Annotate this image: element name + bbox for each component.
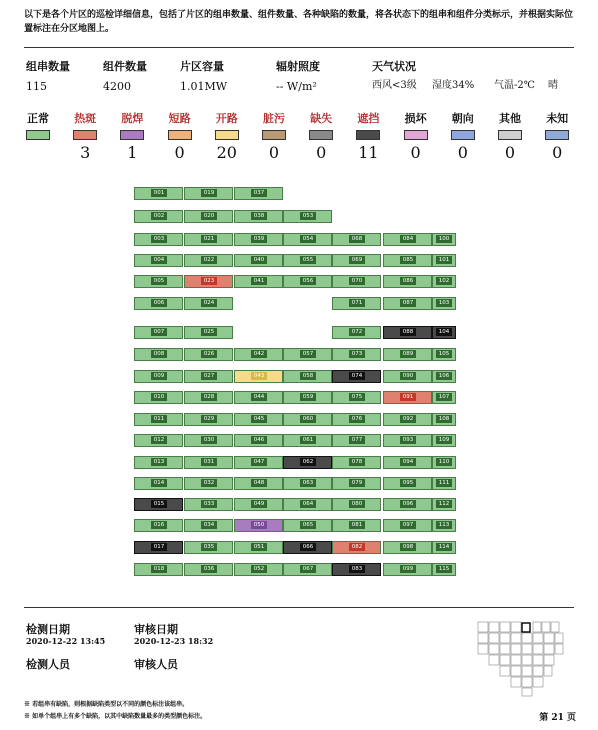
string-cell[interactable] [332,370,381,383]
string-cell[interactable] [134,391,183,404]
string-label: 077 [349,436,365,444]
string-count-value: 115 [26,80,47,93]
string-label: 028 [201,393,217,401]
string-label: 076 [349,415,365,423]
string-label: 075 [349,393,365,401]
string-cell[interactable] [184,275,233,288]
string-label: 024 [201,299,217,307]
string-label: 073 [349,350,365,358]
string-label: 092 [400,415,416,423]
string-label: 081 [349,521,365,529]
string-cell[interactable] [134,456,183,469]
string-label: 106 [436,372,452,380]
string-cell[interactable] [184,326,233,339]
string-label: 046 [251,436,267,444]
string-label: 085 [400,256,416,264]
string-cell[interactable] [432,413,456,426]
string-label: 055 [300,256,316,264]
string-label: 096 [400,500,416,508]
note-2: ※ 如单个组串上有多个缺陷，以其中缺陷数量最多的类型颜色标注。 [24,713,207,720]
string-label: 035 [201,543,217,551]
string-label: 031 [201,458,217,466]
string-cell[interactable] [234,413,283,426]
string-label: 020 [201,212,217,220]
divider [24,607,574,608]
legend-label: 未知 [546,112,569,125]
legend-label: 开路 [215,112,238,125]
string-label: 063 [300,479,316,487]
string-label: 009 [151,372,167,380]
string-cell[interactable] [383,563,432,576]
string-cell[interactable] [383,254,432,267]
weather-label: 天气状况 [372,60,416,73]
string-label: 094 [400,458,416,466]
string-label: 003 [151,235,167,243]
string-cell[interactable] [234,519,283,532]
humidity-value: 湿度34% [432,80,475,91]
string-cell[interactable] [383,326,432,339]
string-cell[interactable] [332,498,381,511]
string-label: 004 [151,256,167,264]
string-label: 104 [436,328,452,336]
string-label: 023 [201,277,217,285]
string-label: 110 [436,458,452,466]
string-label: 060 [300,415,316,423]
string-cell[interactable] [383,233,432,246]
string-cell[interactable] [234,370,283,383]
string-label: 064 [300,500,316,508]
inspect-date-value: 2020-12-22 13:45 [26,636,106,646]
string-label: 059 [300,393,316,401]
string-cell[interactable] [432,498,456,511]
inspect-date-label: 检测日期 [26,623,70,636]
string-cell[interactable] [234,210,283,223]
string-label: 099 [400,565,416,573]
string-label: 008 [151,350,167,358]
string-cell[interactable] [134,541,183,554]
string-cell[interactable] [234,498,283,511]
string-label: 091 [400,393,416,401]
legend-label: 缺失 [310,112,333,125]
string-label: 006 [151,299,167,307]
string-label: 074 [349,372,365,380]
string-label: 019 [201,189,217,197]
string-cell[interactable] [234,456,283,469]
module-count-value: 4200 [103,80,131,93]
string-cell[interactable] [184,233,233,246]
string-cell[interactable] [383,434,432,447]
string-cell[interactable] [184,413,233,426]
string-cell[interactable] [283,541,332,554]
string-label: 021 [201,235,217,243]
string-label: 027 [201,372,217,380]
string-cell[interactable] [234,541,283,554]
string-cell[interactable] [283,370,332,383]
legend-count: 11 [358,143,379,162]
string-cell[interactable] [332,297,381,310]
irradiance-value: -- W/m² [276,80,317,93]
irradiance-label: 辐射照度 [276,60,320,73]
legend-label: 短路 [168,112,191,125]
string-label: 053 [300,212,316,220]
string-label: 098 [400,543,416,551]
string-label: 103 [436,299,452,307]
string-cell[interactable] [283,456,332,469]
string-cell[interactable] [134,297,183,310]
string-cell[interactable] [234,275,283,288]
string-label: 087 [400,299,416,307]
string-cell[interactable] [184,370,233,383]
string-cell[interactable] [332,541,381,554]
string-cell[interactable] [432,541,456,554]
string-label: 040 [251,256,267,264]
string-label: 022 [201,256,217,264]
string-label: 065 [300,521,316,529]
string-cell[interactable] [184,254,233,267]
string-cell[interactable] [134,233,183,246]
reviewer-label: 审核人员 [134,658,178,671]
string-label: 109 [436,436,452,444]
string-cell[interactable] [383,456,432,469]
string-label: 067 [300,565,316,573]
string-cell[interactable] [332,348,381,361]
string-label: 108 [436,415,452,423]
legend-count: 0 [410,143,421,162]
string-cell[interactable] [184,210,233,223]
string-label: 045 [251,415,267,423]
string-label: 079 [349,479,365,487]
string-cell[interactable] [134,519,183,532]
legend-label: 正常 [27,112,49,125]
string-cell[interactable] [283,498,332,511]
string-cell[interactable] [184,541,233,554]
string-label: 048 [251,479,267,487]
string-label: 007 [151,328,167,336]
string-cell[interactable] [283,563,332,576]
string-label: 017 [151,543,167,551]
string-cell[interactable] [383,413,432,426]
string-cell[interactable] [332,456,381,469]
review-date-value: 2020-12-23 18:32 [134,636,214,646]
string-cell[interactable] [134,348,183,361]
string-cell[interactable] [134,326,183,339]
string-cell[interactable] [184,434,233,447]
string-cell[interactable] [184,519,233,532]
string-label: 002 [151,212,167,220]
string-cell[interactable] [332,275,381,288]
capacity-label: 片区容量 [180,60,224,73]
string-label: 097 [400,521,416,529]
string-label: 070 [349,277,365,285]
string-cell[interactable] [332,326,381,339]
string-cell[interactable] [134,254,183,267]
string-label: 025 [201,328,217,336]
string-label: 082 [349,543,365,551]
module-count-label: 组件数量 [103,60,147,73]
string-cell[interactable] [432,519,456,532]
legend-label: 损坏 [404,112,427,125]
legend-count: 1 [127,143,138,162]
string-cell[interactable] [184,348,233,361]
string-label: 115 [436,565,452,573]
string-label: 010 [151,393,167,401]
string-label: 114 [436,543,452,551]
string-label: 107 [436,393,452,401]
string-count-label: 组串数量 [26,60,70,73]
string-cell[interactable] [432,254,456,267]
string-label: 016 [151,521,167,529]
string-label: 090 [400,372,416,380]
string-label: 033 [201,500,217,508]
intro-text: 以下是各个片区的巡检详细信息，包括了片区的组串数量、组件数量、各种缺陷的数量，将各状态下的组串和组件分类标示，并根据实际位置标注在分区地图上。 [24,10,574,34]
string-cell[interactable] [332,434,381,447]
string-cell[interactable] [332,477,381,490]
string-cell[interactable] [432,326,456,339]
string-label: 026 [201,350,217,358]
string-cell[interactable] [134,187,183,200]
temperature-value: 气温-2℃ [494,80,535,91]
inspector-label: 检测人员 [26,658,70,671]
string-label: 011 [151,415,167,423]
sky-value: 晴 [548,80,558,91]
legend-count: 0 [268,143,280,162]
string-label: 001 [151,189,167,197]
string-cell[interactable] [184,477,233,490]
string-cell[interactable] [383,541,432,554]
string-cell[interactable] [134,210,183,223]
string-label: 037 [251,189,267,197]
string-label: 049 [251,500,267,508]
string-label: 030 [201,436,217,444]
string-cell[interactable] [332,413,381,426]
zone-minimap [474,618,566,698]
string-label: 100 [436,235,452,243]
string-cell[interactable] [432,563,456,576]
string-cell[interactable] [332,563,381,576]
string-cell[interactable] [234,254,283,267]
string-label: 005 [151,277,167,285]
string-cell[interactable] [432,370,456,383]
page-number: 第 21 页 [539,713,576,723]
string-cell[interactable] [134,563,183,576]
string-cell[interactable] [283,210,332,223]
string-cell[interactable] [283,348,332,361]
legend-label: 脱焊 [121,112,144,125]
string-label: 083 [349,565,365,573]
string-cell[interactable] [432,477,456,490]
string-cell[interactable] [184,297,233,310]
string-cell[interactable] [383,275,432,288]
string-label: 044 [251,393,267,401]
string-label: 054 [300,235,316,243]
string-cell[interactable] [332,519,381,532]
string-cell[interactable] [234,187,283,200]
string-cell[interactable] [383,391,432,404]
legend-label: 其他 [499,112,521,125]
string-cell[interactable] [283,519,332,532]
string-label: 112 [436,500,452,508]
string-label: 034 [201,521,217,529]
string-label: 088 [400,328,416,336]
string-label: 038 [251,212,267,220]
string-label: 084 [400,235,416,243]
string-label: 047 [251,458,267,466]
string-cell[interactable] [234,477,283,490]
string-label: 052 [251,565,267,573]
string-cell[interactable] [283,477,332,490]
string-cell[interactable] [432,434,456,447]
wind-value: 西风<3级 [372,80,417,91]
string-label: 043 [251,372,267,380]
string-label: 056 [300,277,316,285]
string-label: 014 [151,479,167,487]
string-cell[interactable] [383,370,432,383]
string-cell[interactable] [184,391,233,404]
string-cell[interactable] [383,297,432,310]
string-label: 042 [251,350,267,358]
legend-count: 0 [316,143,327,162]
string-label: 015 [151,500,167,508]
string-label: 086 [400,277,416,285]
string-label: 113 [436,521,452,529]
string-label: 039 [251,235,267,243]
string-cell[interactable] [234,348,283,361]
legend-label: 热斑 [74,112,97,125]
string-label: 068 [349,235,365,243]
string-cell[interactable] [283,391,332,404]
string-cell[interactable] [332,254,381,267]
string-label: 061 [300,436,316,444]
string-label: 072 [349,328,365,336]
string-cell[interactable] [383,477,432,490]
string-cell[interactable] [134,498,183,511]
legend-count: 0 [457,143,468,162]
string-cell[interactable] [432,275,456,288]
string-cell[interactable] [332,391,381,404]
string-label: 111 [436,479,452,487]
string-cell[interactable] [234,233,283,246]
string-label: 032 [201,479,217,487]
string-cell[interactable] [134,413,183,426]
string-cell[interactable] [184,187,233,200]
string-cell[interactable] [134,477,183,490]
string-label: 095 [400,479,416,487]
string-cell[interactable] [432,297,456,310]
string-cell[interactable] [432,456,456,469]
string-cell[interactable] [234,563,283,576]
legend-count: 0 [174,143,185,162]
legend-count: 20 [216,143,237,162]
string-label: 050 [251,521,267,529]
string-label: 051 [251,543,267,551]
string-cell[interactable] [184,563,233,576]
string-label: 080 [349,500,365,508]
string-label: 018 [151,565,167,573]
string-cell[interactable] [283,254,332,267]
string-label: 066 [300,543,316,551]
string-label: 089 [400,350,416,358]
string-label: 036 [201,565,217,573]
string-label: 105 [436,350,452,358]
legend-count: 3 [80,143,91,162]
string-label: 101 [436,256,452,264]
legend-count: 0 [552,143,563,162]
string-cell[interactable] [134,370,183,383]
legend-label: 遮挡 [357,112,380,125]
string-cell[interactable] [332,233,381,246]
legend-label: 脏污 [263,112,285,125]
string-cell[interactable] [432,391,456,404]
string-cell[interactable] [432,233,456,246]
string-cell[interactable] [134,434,183,447]
string-label: 013 [151,458,167,466]
string-label: 012 [151,436,167,444]
string-cell[interactable] [234,391,283,404]
string-cell[interactable] [283,413,332,426]
string-cell[interactable] [283,233,332,246]
string-cell[interactable] [184,456,233,469]
string-cell[interactable] [184,498,233,511]
string-label: 093 [400,436,416,444]
string-label: 069 [349,256,365,264]
string-label: 071 [349,299,365,307]
string-cell[interactable] [383,348,432,361]
review-date-label: 审核日期 [134,623,178,636]
string-label: 057 [300,350,316,358]
note-1: ※ 若组串有缺陷，则根据缺陷类型以不同的颜色标注该组串。 [24,701,189,708]
capacity-value: 1.01MW [180,80,228,93]
string-cell[interactable] [383,519,432,532]
string-label: 102 [436,277,452,285]
string-label: 078 [349,458,365,466]
string-label: 041 [251,277,267,285]
string-cell[interactable] [432,348,456,361]
legend-label: 朝向 [451,112,474,125]
string-label: 058 [300,372,316,380]
string-cell[interactable] [283,275,332,288]
string-label: 062 [300,458,316,466]
string-cell[interactable] [134,275,183,288]
legend-count: 0 [504,143,516,162]
string-cell[interactable] [234,434,283,447]
string-label: 029 [201,415,217,423]
string-cell[interactable] [283,434,332,447]
string-cell[interactable] [383,498,432,511]
